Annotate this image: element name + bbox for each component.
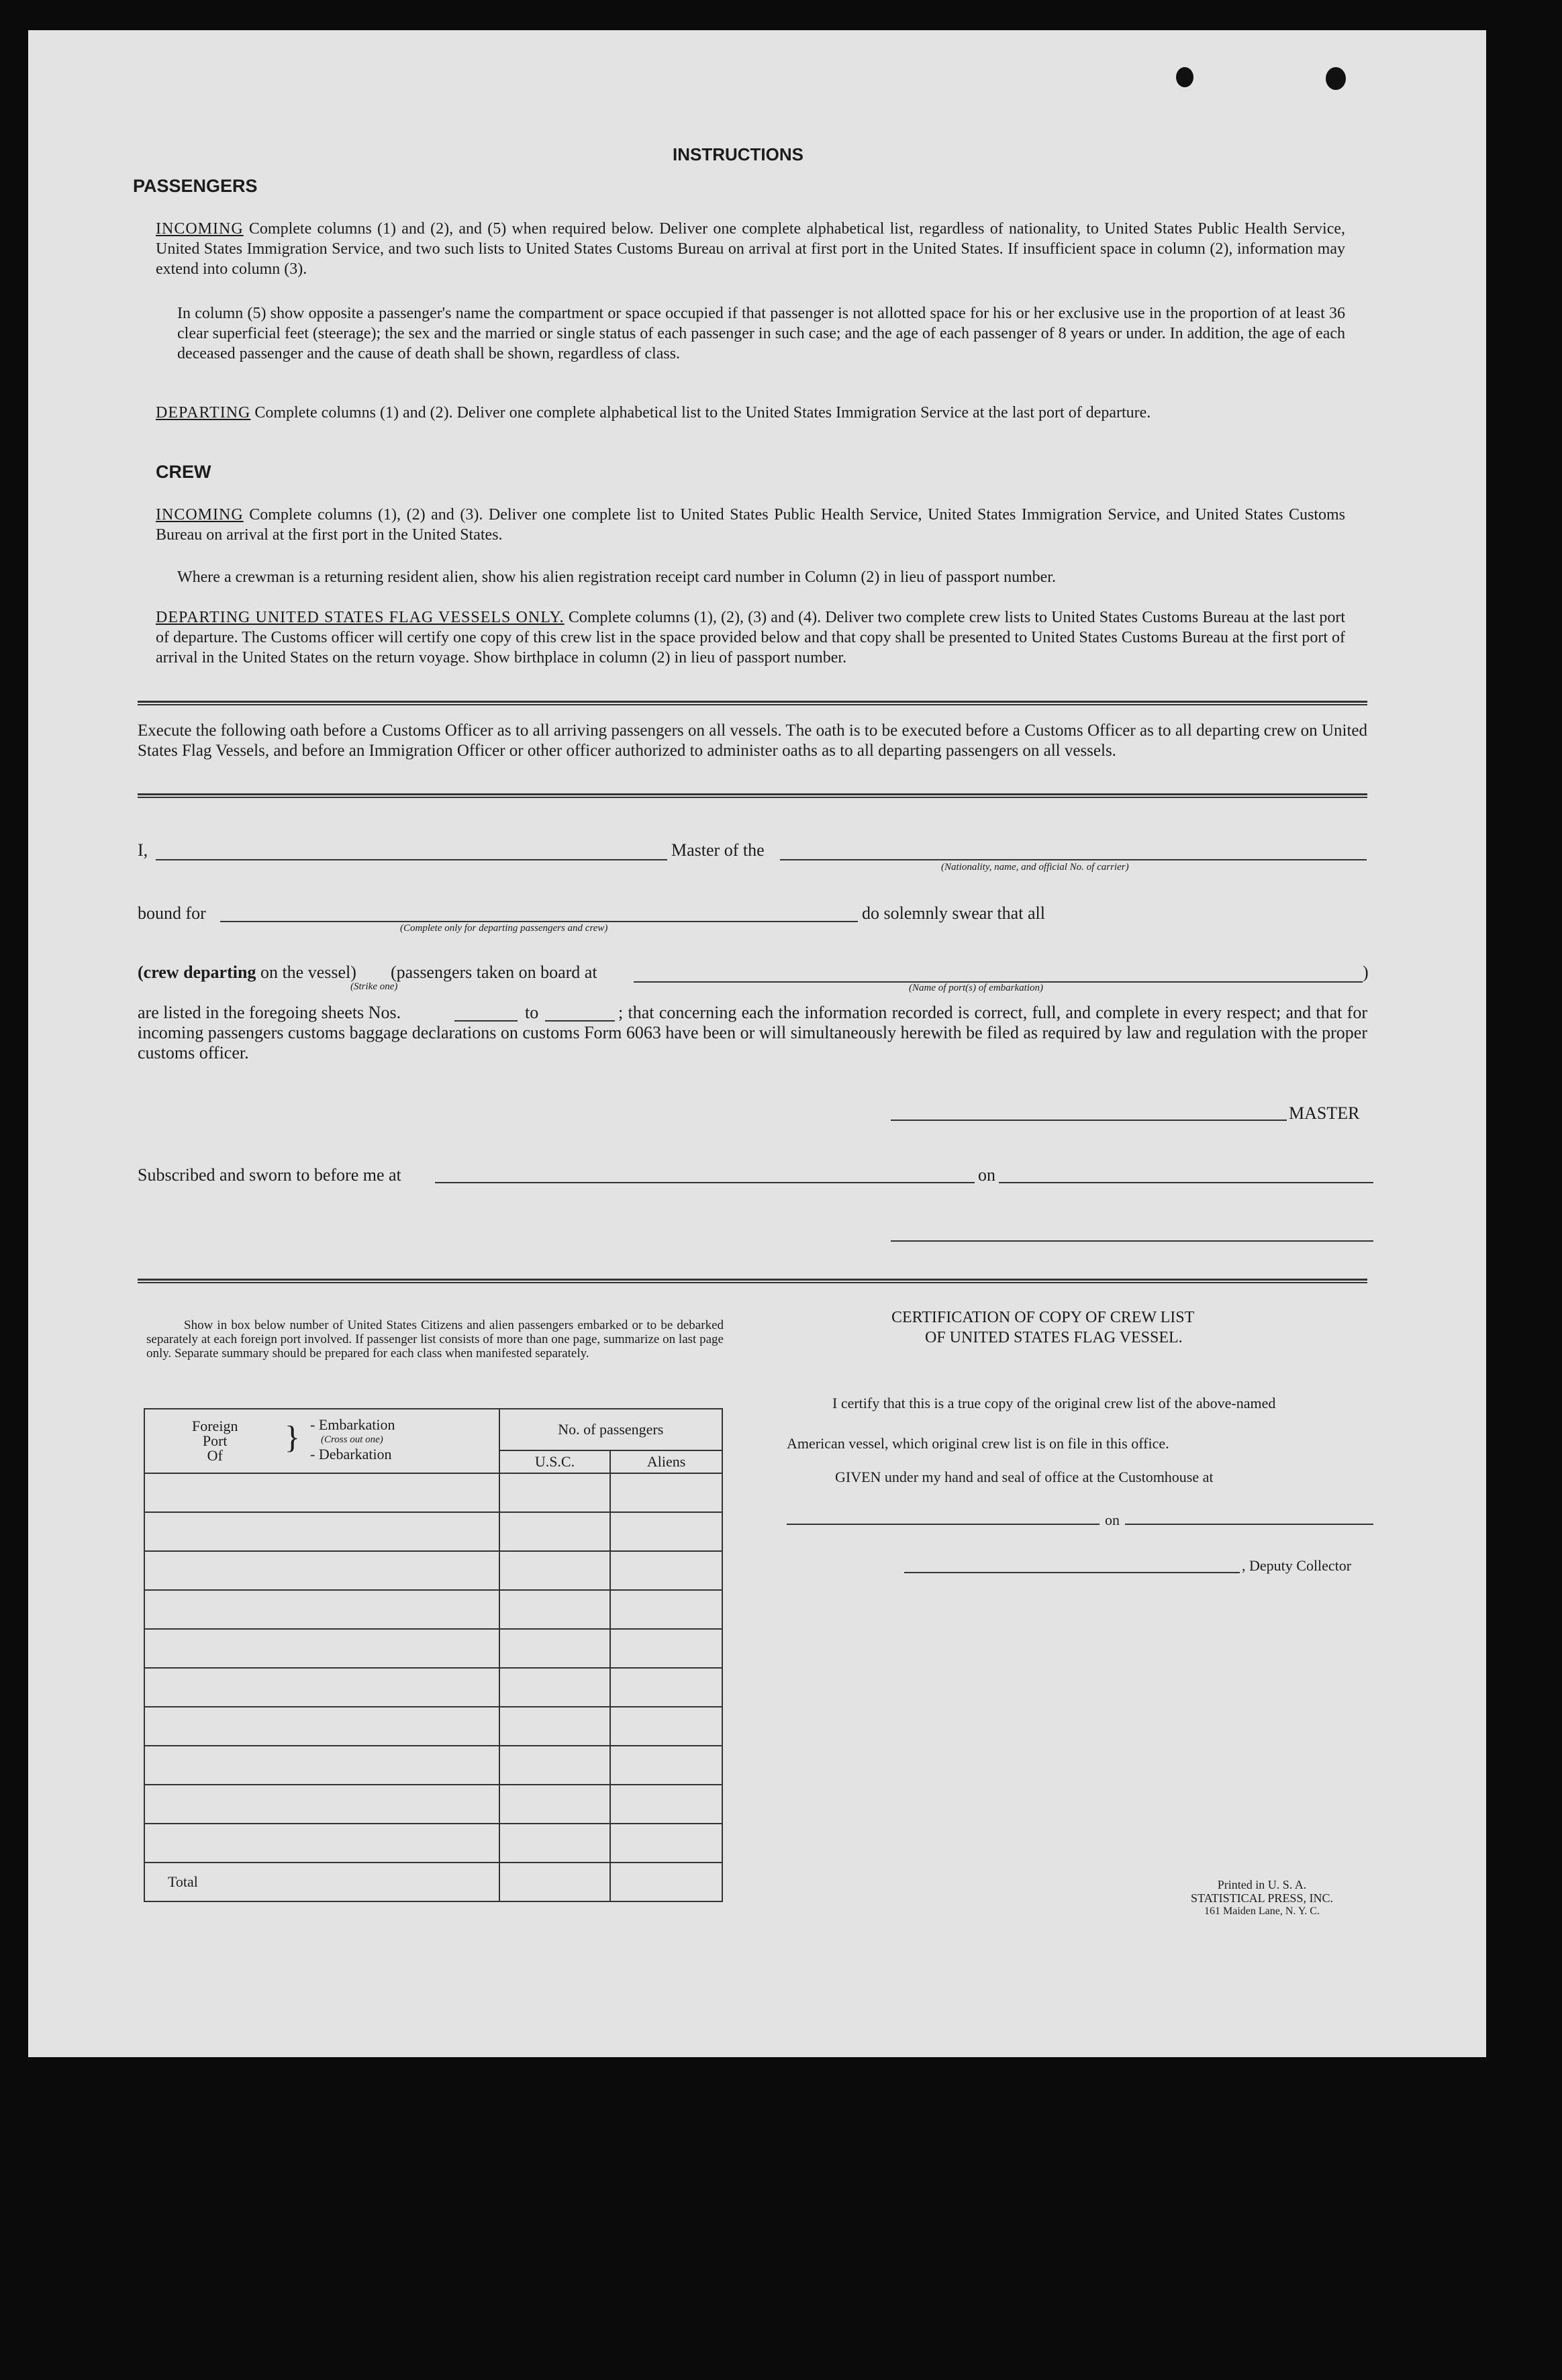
total-label: Total <box>144 1863 499 1901</box>
aliens-cell[interactable] <box>610 1668 722 1707</box>
passengers-departing-keyword: DEPARTING <box>156 404 251 422</box>
aliens-cell[interactable] <box>610 1551 722 1590</box>
cross-out-note: (Cross out one) <box>321 1434 383 1445</box>
oath-i-label: I, <box>138 840 148 860</box>
on-the-vessel-text: on the vessel) <box>260 962 356 982</box>
table-row <box>144 1473 722 1512</box>
listed-text-2: ; that concerning each the information recorded is correct, full, and complete in every respect; and that for incoming passengers customs baggage declarations on customs Form 6063 have been or will simultaneously herewith be filed as required by law and regulation with the proper customs officer. <box>138 1003 1367 1062</box>
table-row <box>144 1629 722 1668</box>
usc-cell[interactable] <box>499 1512 611 1551</box>
usc-cell[interactable] <box>499 1590 611 1629</box>
subscribed-label: Subscribed and sworn to before me at <box>138 1165 401 1185</box>
aliens-cell[interactable] <box>610 1473 722 1512</box>
crew-departing-keyword: DEPARTING UNITED STATES FLAG VESSELS ONLY. <box>156 609 565 626</box>
port-cell[interactable] <box>144 1473 499 1512</box>
crew-departing-bold: (crew departing <box>138 962 256 982</box>
subscribed-place-field[interactable] <box>435 1182 975 1183</box>
passengers-departing-paragraph <box>156 403 1345 423</box>
master-signature-field[interactable] <box>891 1120 1287 1121</box>
no-of-passengers-header: No. of passengers <box>499 1409 722 1450</box>
port-cell[interactable] <box>144 1785 499 1824</box>
certify-text: I certify that this is a true copy of the original crew list of the above-named <box>832 1395 1276 1411</box>
table-row <box>144 1824 722 1863</box>
port-cell[interactable] <box>144 1668 499 1707</box>
port-cell[interactable] <box>144 1590 499 1629</box>
passengers-heading: PASSENGERS <box>133 176 258 196</box>
usc-cell[interactable] <box>499 1668 611 1707</box>
port-cell[interactable] <box>144 1512 499 1551</box>
to-label: to <box>525 1003 539 1022</box>
of-label: Of <box>207 1447 223 1464</box>
passengers-incoming-keyword: INCOMING <box>156 220 244 238</box>
oath-intro: Execute the following oath before a Customs Officer as to all arriving passengers on all vessels. The oath is to be executed before a Customs Officer as to all departing crew on United States Flag Vessels, and before an Immigration Officer or other officer authorized to administer oaths as to all departing passengers on all vessels. <box>138 722 1367 760</box>
customhouse-field[interactable] <box>787 1524 1100 1525</box>
port-cell[interactable] <box>144 1551 499 1590</box>
box-note: Show in box below number of United States Citizens and alien passengers embarked or to be debarked separately at each foreign port involved. If passenger list consists of more than one page, summarize on last page only. Separate summary should be prepared for each class when manifested separately. <box>146 1318 724 1360</box>
on-label: on <box>978 1165 995 1185</box>
complete-only-note: (Complete only for departing passengers and crew) <box>400 923 608 934</box>
strike-one-note: (Strike one) <box>350 981 398 992</box>
crew-departing-paragraph <box>156 607 1345 668</box>
passenger-summary-table <box>144 1408 723 1902</box>
officer-signature-field[interactable] <box>891 1240 1373 1242</box>
printer-line-1: Printed in U. S. A. <box>1217 1878 1307 1891</box>
foreign-label: Foreign <box>192 1418 238 1434</box>
divider <box>138 793 1367 798</box>
crew-departing-option[interactable] <box>138 962 356 983</box>
divider <box>138 1279 1367 1283</box>
usc-cell[interactable] <box>499 1629 611 1668</box>
ports-note: (Name of port(s) of embarkation) <box>909 983 1043 993</box>
master-of-the-label: Master of the <box>671 840 765 860</box>
subscribed-date-field[interactable] <box>999 1182 1373 1183</box>
port-label: Port <box>202 1432 228 1449</box>
usc-cell[interactable] <box>499 1551 611 1590</box>
bound-for-field[interactable] <box>220 921 858 922</box>
carrier-field[interactable] <box>780 859 1367 860</box>
usc-cell[interactable] <box>499 1707 611 1746</box>
printer-line-2: STATISTICAL PRESS, INC. <box>1191 1891 1333 1905</box>
close-paren: ) <box>1363 962 1369 982</box>
master-name-field[interactable] <box>156 859 667 860</box>
nationality-note: (Nationality, name, and official No. of carrier) <box>941 862 1129 873</box>
debarkation-option[interactable]: - Debarkation <box>310 1446 392 1462</box>
table-row <box>144 1551 722 1590</box>
cert-date-field[interactable] <box>1125 1524 1373 1525</box>
deputy-collector-label: , Deputy Collector <box>1242 1557 1352 1574</box>
master-label: MASTER <box>1289 1103 1360 1123</box>
table-row <box>144 1668 722 1707</box>
passengers-column5-paragraph: In column (5) show opposite a passenger's name the compartment or space occupied if that passenger is not allotted space for his or her exclusive use in the proportion of at least 36 clear superficial feet (steerage); the sex and the married or single status of each passenger in such case; and the age of each passenger of 8 years or under. In addition, the age of each deceased passenger and the cause of death shall be shown, regardless of class. <box>177 305 1345 362</box>
solemnly-swear-text: do solemnly swear that all <box>862 903 1045 923</box>
passengers-incoming-paragraph <box>156 219 1345 279</box>
table-row <box>144 1746 722 1785</box>
crew-incoming-paragraph <box>156 505 1345 545</box>
port-cell[interactable] <box>144 1824 499 1863</box>
aliens-cell[interactable] <box>610 1746 722 1785</box>
certification-title-1: CERTIFICATION OF COPY OF CREW LIST <box>891 1309 1195 1326</box>
port-cell[interactable] <box>144 1629 499 1668</box>
passengers-incoming-text: Complete columns (1) and (2), and (5) when required below. Deliver one complete alphabetical list, regardless of nationality, to United States Public Health Service, United States Immigration Service, and two such lists to United States Customs Bureau on arrival at first port in the United States. If insufficient space in column (2), information may extend into column (3). <box>156 220 1346 278</box>
usc-cell[interactable] <box>499 1785 611 1824</box>
usc-cell[interactable] <box>499 1824 611 1863</box>
crew-incoming-keyword: INCOMING <box>156 506 244 524</box>
port-cell[interactable] <box>144 1707 499 1746</box>
cert-on-label: on <box>1105 1511 1120 1528</box>
certification-title-2: OF UNITED STATES FLAG VESSEL. <box>925 1329 1183 1346</box>
port-cell[interactable] <box>144 1746 499 1785</box>
ink-blot <box>1176 67 1193 87</box>
crew-heading: CREW <box>156 462 211 482</box>
printer-imprint <box>1168 1878 1356 1918</box>
embarkation-option[interactable]: - Embarkation <box>310 1416 395 1433</box>
table-row <box>144 1512 722 1551</box>
crew-resident-paragraph: Where a crewman is a returning resident alien, show his alien registration receipt card number in Column (2) in lieu of passport number. <box>177 568 1056 586</box>
usc-cell[interactable] <box>499 1473 611 1512</box>
ink-blot <box>1326 67 1346 90</box>
listed-text-1: are listed in the foregoing sheets Nos. <box>138 1003 401 1022</box>
aliens-header: Aliens <box>610 1450 722 1473</box>
total-usc-cell[interactable] <box>499 1863 611 1901</box>
total-aliens-cell[interactable] <box>610 1863 722 1901</box>
american-vessel-text: American vessel, which original crew list is on file in this office. <box>787 1435 1169 1452</box>
foreign-port-header <box>144 1409 499 1473</box>
brace-glyph: } <box>285 1420 301 1455</box>
table-row <box>144 1707 722 1746</box>
aliens-cell[interactable] <box>610 1785 722 1824</box>
crew-incoming-text: Complete columns (1), (2) and (3). Deliver one complete list to United States Public Health Service, United States Immigration Service, and United States Customs Bureau on arrival at the first port in the United States. <box>156 506 1345 544</box>
bound-for-label: bound for <box>138 903 206 923</box>
given-text: GIVEN under my hand and seal of office at the Customhouse at <box>835 1469 1214 1485</box>
passengers-departing-text: Complete columns (1) and (2). Deliver one complete alphabetical list to the United States Immigration Service at the last port of departure. <box>254 404 1151 422</box>
divider <box>138 701 1367 705</box>
aliens-cell[interactable] <box>610 1824 722 1863</box>
table-row <box>144 1785 722 1824</box>
deputy-signature-field[interactable] <box>904 1572 1240 1573</box>
printer-line-3: 161 Maiden Lane, N. Y. C. <box>1204 1905 1320 1917</box>
crew-departing-text: Complete columns (1), (2), (3) and (4). Deliver two complete crew lists to United States Customs Bureau at the last port of departure. The Customs officer will certify one copy of this crew list in the space provided below and that copy shall be presented to United States Customs Bureau at the first port of arrival in the United States on the return voyage. Show birthplace in column (2) in lieu of passport number. <box>156 609 1346 666</box>
aliens-cell[interactable] <box>610 1590 722 1629</box>
passengers-taken-option[interactable]: (passengers taken on board at <box>391 962 597 982</box>
table-row <box>144 1590 722 1629</box>
aliens-cell[interactable] <box>610 1512 722 1551</box>
aliens-cell[interactable] <box>610 1629 722 1668</box>
aliens-cell[interactable] <box>610 1707 722 1746</box>
usc-cell[interactable] <box>499 1746 611 1785</box>
instructions-title: INSTRUCTIONS <box>673 144 803 164</box>
usc-header: U.S.C. <box>499 1450 611 1473</box>
